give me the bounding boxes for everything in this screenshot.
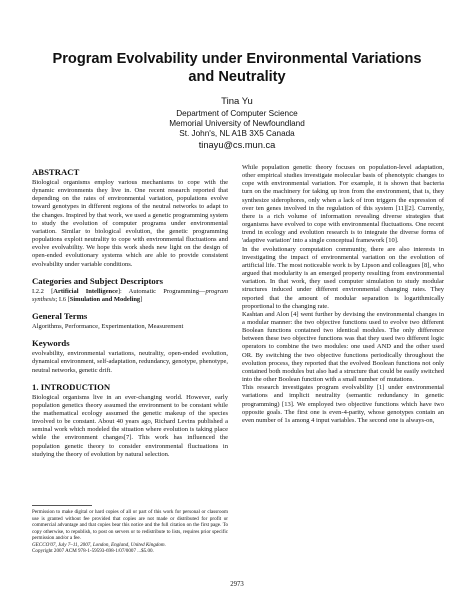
keywords-text: evolvability, environmental variations, neutrality, open-ended evolution, dynamical environment, self-adaptation, redundancy, genotype, phenotype, neutral networks, genetic drift. [32,350,228,374]
abstract-heading: ABSTRACT [32,167,80,177]
general-terms-section [32,311,228,331]
general-terms-heading: General Terms [32,311,88,322]
permission-notice [32,505,228,555]
introduction-text: Biological organisms live in an ever-changing world. However, early population genetics theory assumed the environment to be constant while the mathematical ecology assumed the genetic makeup of the species involved to be constant. About 40 years ago, Richard Levins published a seminal work which modeled the situation where evolution is taking place while the environment changes[7]. This work has influenced the population genetic theory to consider environmental fluctuations in studying the theory of evolution by natural selection. [32,393,228,458]
keywords-section [32,338,228,374]
author-block [130,96,344,151]
paper-title: Program Evolvability under Environmental Variations and Neutrality [52,51,422,85]
introduction-heading: 1. INTRODUCTION [32,381,111,392]
categories-text: I.2.2 [Artificial Intelligence]: Automatic Programming—program synthesis; I.6 [Simulation and Modeling] [32,287,228,303]
author-department: Department of Computer Science [176,109,298,118]
body-paragraph: While population genetic theory focuses on population-level adaptation, other empirical studies investigate molecular basis of phenotypic changes to cope with environmental variation. For example, it is shown that bacteria turn on the machinery for taking up iron from the environment, that is, they synthesize siderophores, only when a lack of iron triggers the expression of over ten genes involved in the regulation of this system [11][2]. Currently, there is a rich volume of information revealing diverse strategies that organisms have evolved to cope with environmental fluctuations. One recent trend in ecology and evolution research is to integrate the diverse forms of 'adaptive variation' into a single conceptual framework [10]. [242,164,444,245]
body-paragraph: This research investigates program evolvability [1] under environmental variations and implicit neutrality (semantic redundancy in genetic programming) [13]. We employed two objective functions which have two opposite goals. The first one is even-4-parity, whose genotypes contain an even number of 1s among 4 input variables. The second one is always-on, [242,384,444,424]
footnote-rule [32,505,92,506]
body-paragraph: In the evolutionary computation community, there are also interests in investigating the impact of environmental variation on the evolution of artificial life. The most noticeable work is by Lipson and colleagues [8], who argued that modularity is an emerged property resulting from environmental variation. In that work, they used computer simulation to study modular structures induced under different environmental changing rates. They reported that the amount of modular separation is logarithmically proportional to the changing rate. [242,245,444,310]
permission-text: Permission to make digital or hard copies of all or part of this work for personal or classroom use is granted without fee provided that copies are not made or distributed for profit or commercial advantage and that copies bear this notice and the full citation on the first page. To copy otherwise, to republish, to post on servers or to redistribute to lists, requires prior specific permission and/or a fee. [32,509,228,542]
abstract-text: Biological organisms employ various mechanisms to cope with the dynamic environments they live in. One recent research reported that depending on the rates of environmental variation, populations evolve toward genotypes in different regions of the neutral networks to adapt to the changes. Inspired by that work, we used a genetic programming system to study the evolution of computer programs under environmental variation. Similar to biological evolution, the genetic programming populations exploit neutrality to cope with environmental fluctuations and evolve evolvability. We hope this work sheds new light on the design of open-ended evolutionary systems which are able to provide consistent evolvability under variable conditions. [32,179,228,268]
categories-section [32,276,228,304]
left-column [32,167,228,459]
introduction-section [32,382,228,459]
body-paragraph: Kashtan and Alon [4] went further by devising the environmental changes in a modular manner: the two objective functions used to evolve two different Boolean functions contained two identical modules. The only difference between these two objective functions was that they used two different logic operators to combine the two modules: one used AND and the other used OR. By switching the two objective functions periodically throughout the evolution process, they reported that the evolved Boolean functions not only contained both modules but also had a structure that could be easily switched into the other Boolean function with a small number of mutations. [242,310,444,384]
author-institution: Memorial University of Newfoundland [169,119,305,129]
categories-heading: Categories and Subject Descriptors [32,275,164,286]
author-email: tinayu@cs.mun.ca [198,139,276,150]
page-number: 2973 [230,581,244,588]
conference-line: GECCO'07, July 7–11, 2007, London, England, United Kingdom. [32,541,166,548]
right-column [242,164,444,425]
author-name: Tina Yu [221,96,253,107]
author-address: St. John's, NL A1B 3X5 Canada [179,129,295,139]
general-terms-text: Algorithms, Performance, Experimentation, Measurement [32,323,184,331]
copyright-line: Copyright 2007 ACM 978-1-59593-698-1/07/0007 ...$5.00. [32,548,154,555]
abstract-section [32,167,228,269]
keywords-heading: Keywords [32,338,70,349]
